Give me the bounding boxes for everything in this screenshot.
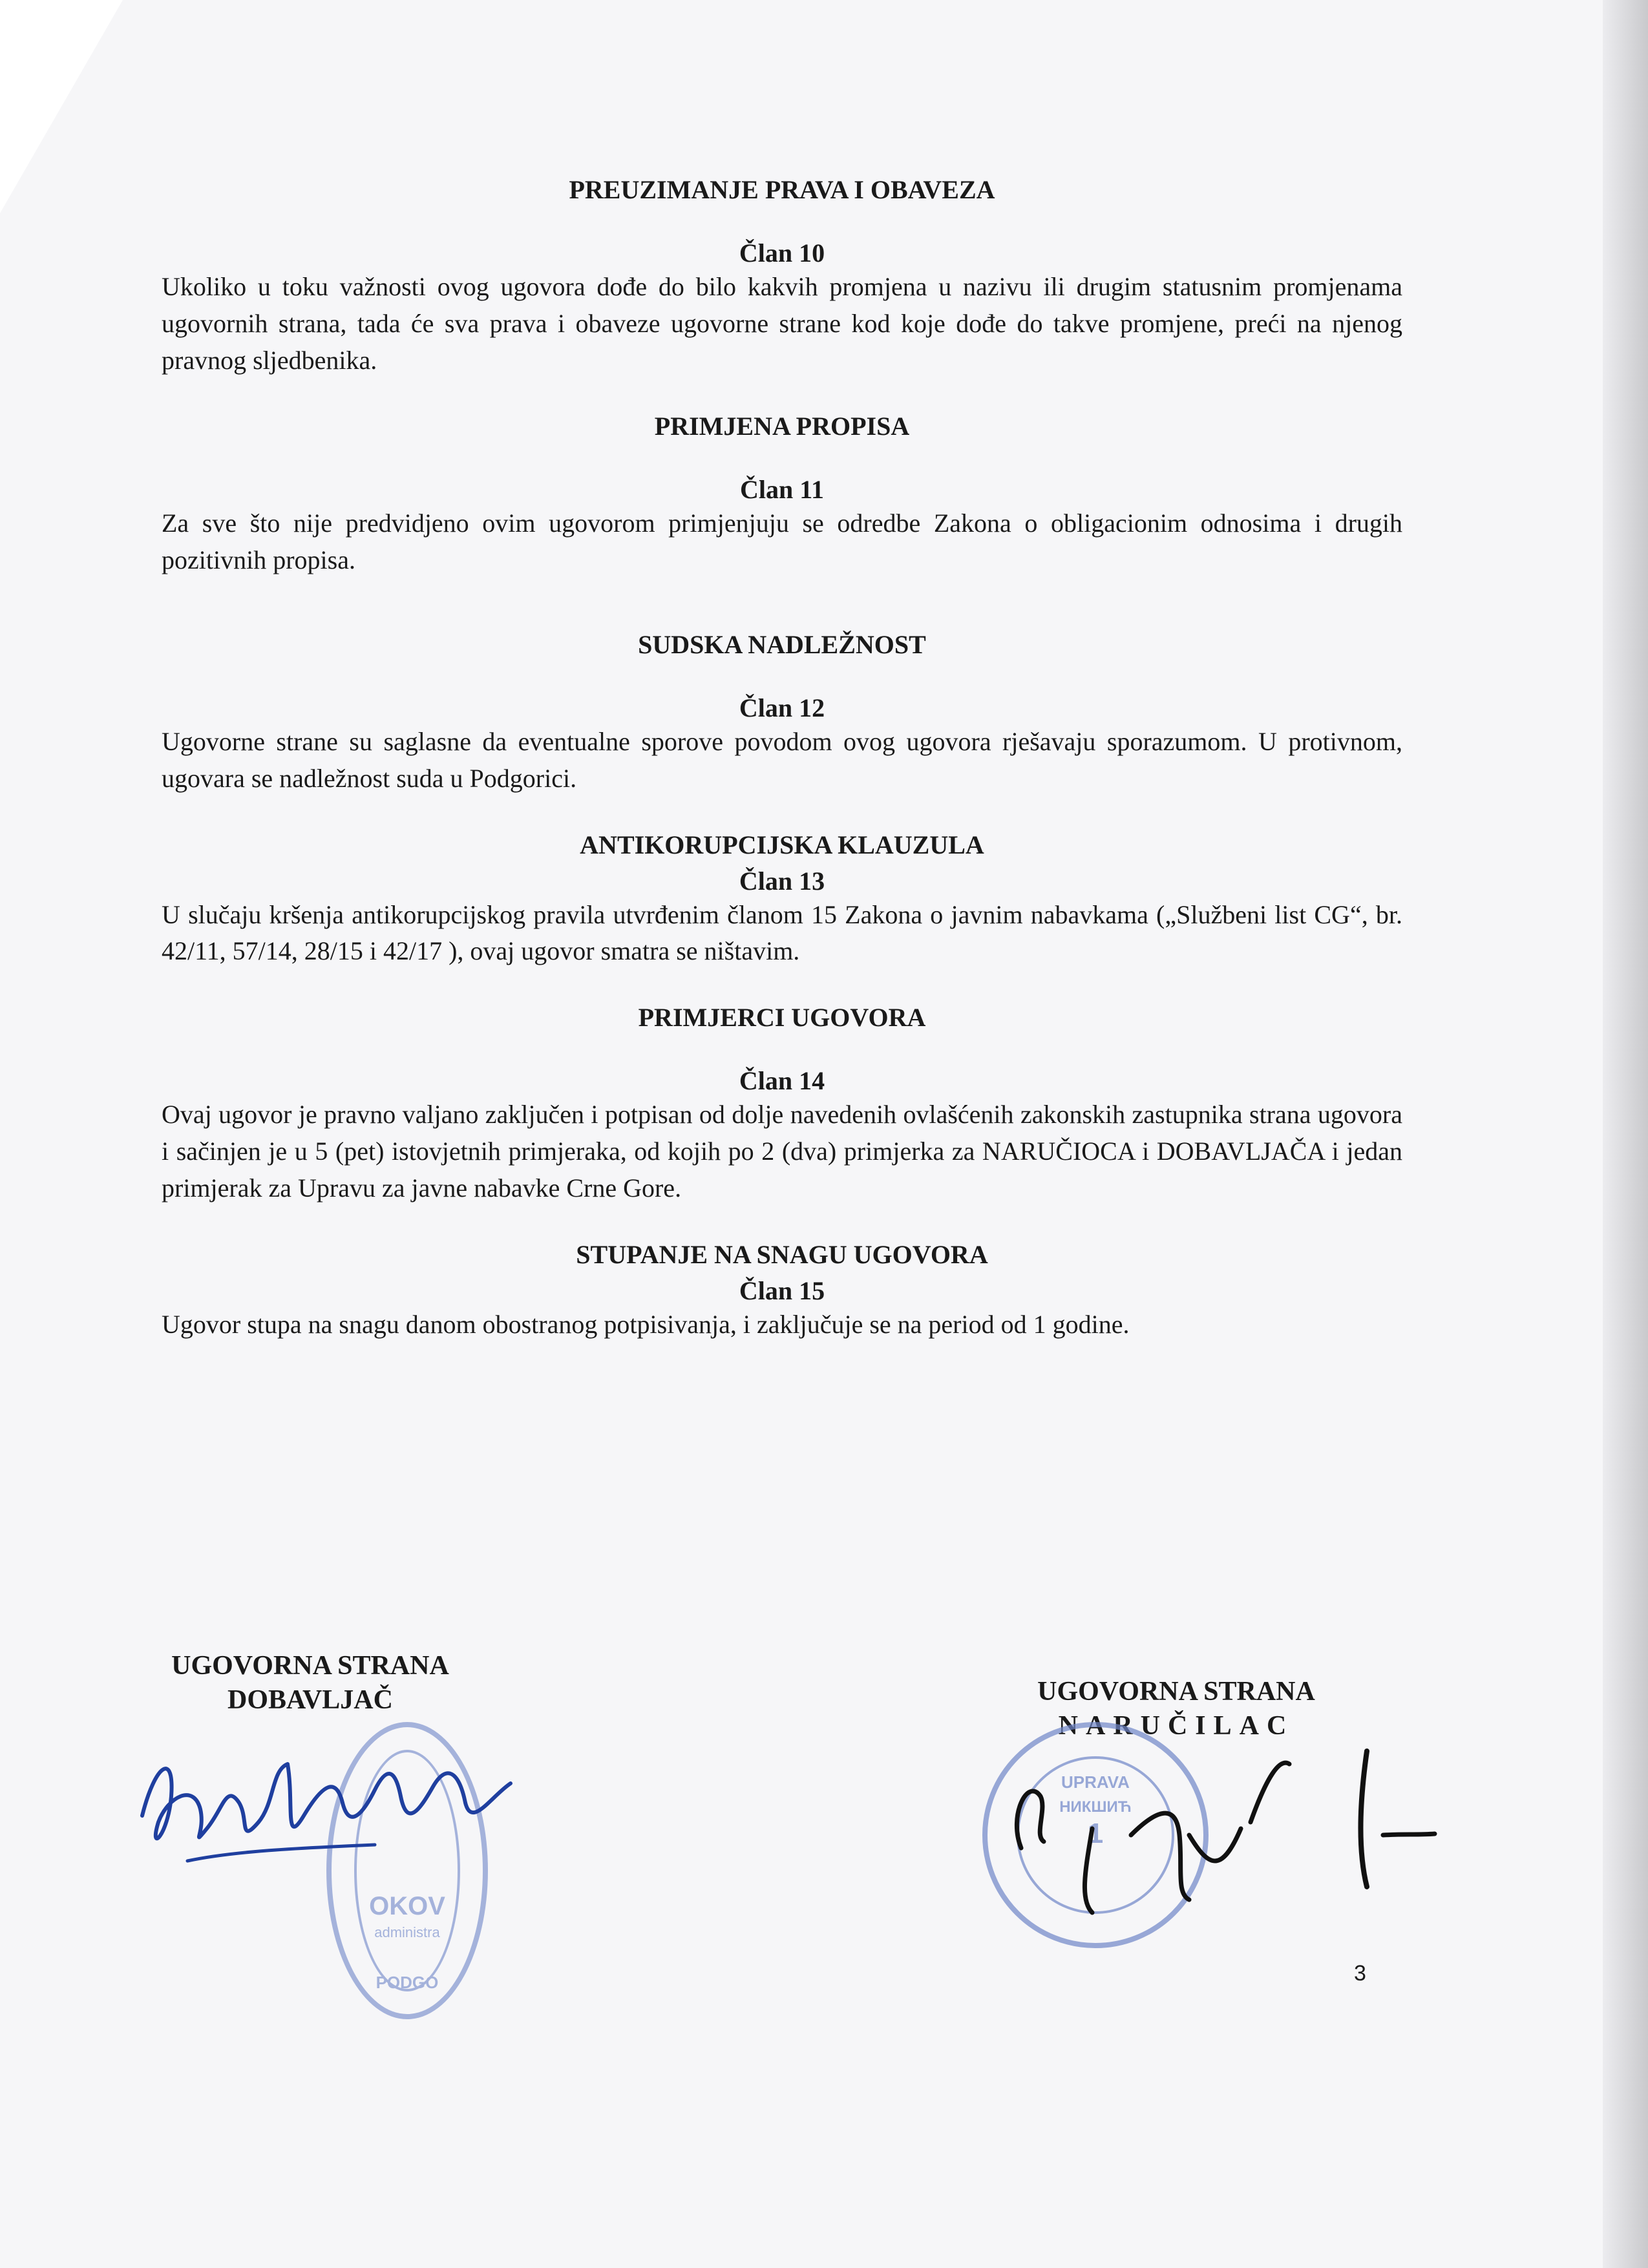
- article-13-text: U slučaju kršenja antikorupcijskog pravila utvrđenim članom 15 Zakona o javnim nabavkama („Službeni list CG“, br. 42/11, 57/14, 28/15 i 42/17 ), ovaj ugovor smatra se ništavim.: [162, 899, 1402, 966]
- supplier-stamp-sub: administra: [374, 1924, 440, 1940]
- section-heading-regulations: PRIMJENA PROPISA: [654, 412, 910, 441]
- article-10-title: Član 10: [739, 238, 825, 268]
- article-14-title: Član 14: [739, 1066, 825, 1096]
- client-signature: [995, 1738, 1441, 1932]
- section-heading-entry-into-force: STUPANJE NA SNAGU UGOVORA: [576, 1239, 988, 1269]
- section-heading-copies: PRIMJERCI UGOVORA: [638, 1003, 926, 1033]
- article-12-title: Član 12: [739, 693, 825, 722]
- article-10-text: Ukoliko u toku važnosti ovog ugovora dođe do bilo kakvih promjena u nazivu ili drugim statusnim promjenama ugovornih strana, tada će sva prava i obaveze ugovorne strane kod koje dođe do takve promjene, preći na njenog pravnog sljedbenika.: [162, 272, 1402, 375]
- supplier-stamp-name: OKOV: [369, 1892, 445, 1920]
- article-11-title: Član 11: [739, 475, 825, 505]
- section-heading-jurisdiction: SUDSKA NADLEŽNOST: [638, 629, 926, 659]
- client-party-label: UGOVORNA STRANA: [1037, 1677, 1315, 1706]
- section-heading-transfer: PREUZIMANJE PRAVA I OBAVEZA: [569, 175, 995, 204]
- article-15-title: Član 15: [739, 1276, 825, 1305]
- supplier-stamp-city: PODGO: [375, 1973, 439, 1992]
- document-body: [162, 174, 1402, 1343]
- client-party-role: NARUČILAC: [1058, 1710, 1294, 1741]
- client-stamp-city: НИКШИЋ: [1059, 1798, 1132, 1816]
- folded-corner: [0, 0, 123, 213]
- supplier-party-role: DOBAVLJAČ: [227, 1685, 393, 1715]
- client-stamp-top: UPRAVA: [1061, 1772, 1130, 1792]
- client-stamp-number: 1: [1087, 1818, 1104, 1849]
- article-13-title: Član 13: [739, 866, 825, 896]
- page-number: 3: [1354, 1961, 1366, 1986]
- article-11-text: Za sve što nije predvidjeno ovim ugovorom primjenjuju se odredbe Zakona o obligacionim odnosima i drugih pozitivnih propisa.: [162, 509, 1402, 575]
- supplier-party-block: [129, 1649, 491, 1717]
- supplier-signature: [129, 1725, 530, 1893]
- supplier-party-label: UGOVORNA STRANA: [171, 1651, 449, 1681]
- section-heading-anticorruption: ANTIKORUPCIJSKA KLAUZULA: [580, 830, 984, 859]
- article-12-text: Ugovorne strane su saglasne da eventualne sporove povodom ovog ugovora rješavaju sporazumom. U protivnom, ugovara se nadležnost suda u Podgorici.: [162, 726, 1402, 793]
- article-14-text: Ovaj ugovor je pravno valjano zaključen i potpisan od dolje navedenih ovlašćenih zakonskih zastupnika strana ugovora i sačinjen je u 5 (pet) istovjetnih primjeraka, od kojih po 2 (dva) primjerka za NARUČIOCA i DOBAVLJAČA i jedan primjerak za Upravu za javne nabavke Crne Gore.: [162, 1100, 1402, 1202]
- article-15-text: Ugovor stupa na snagu danom obostranog potpisivanja, i zaključuje se na period od 1 godine.: [162, 1309, 1130, 1339]
- page-edge-shadow: [1603, 0, 1648, 2268]
